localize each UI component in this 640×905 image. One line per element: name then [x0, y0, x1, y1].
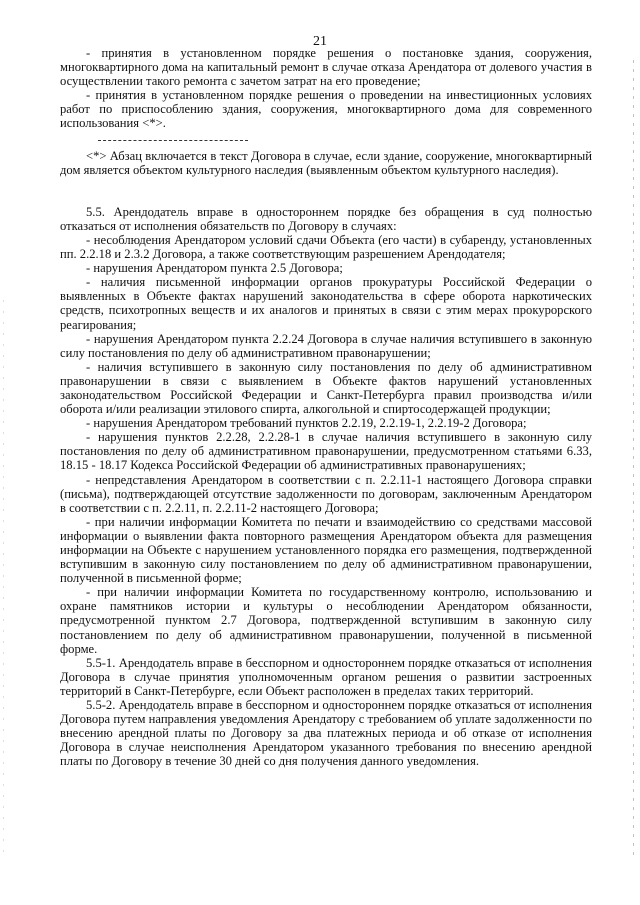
footnote: <*> Абзац включается в текст Договора в случае, если здание, сооружение, многоквартирный дом является объектом культурного наследия (выявленным объектом культурного наследия).	[60, 148, 592, 177]
paragraph: - принятия в установленном порядке решения о постановке здания, сооружения, многоквартирного дома на капитальный ремонт в случае отказа Арендатора от долевого участия в осуществлении такого ремонта с зачетом затрат на его проведение;	[60, 46, 592, 89]
list-item: - при наличии информации Комитета по государственному контролю, использованию и охране памятников истории и культуры о несоблюдении Арендатором обязанности, предусмотренной пунктом 2.7 Договора, подтвержденной вступившим в законную силу постановлением по делу об административном правонарушении, полученной в письменной форме.	[60, 585, 592, 656]
list-item: - несоблюдения Арендатором условий сдачи Объекта (его части) в субаренду, установленных пп. 2.2.18 и 2.3.2 Договора, а также соответствующим разрешением Арендодателя;	[60, 232, 592, 262]
section-5-5-1: 5.5-1. Арендодатель вправе в бесспорном и одностороннем порядке отказаться от исполнения Договора в случае принятия уполномоченным органом решения о развитии застроенных территорий в Санкт-Петербурге, если Объект расположен в пределах таких территорий.	[60, 655, 592, 698]
list-item: - нарушения Арендатором пункта 2.5 Договора;	[86, 261, 343, 276]
section-5-5-2: 5.5-2. Арендодатель вправе в бесспорном и одностороннем порядке отказаться от исполнения Договора путем направления уведомления Арендатору с требованием об уплате задолженности по внесению арендной платы по Договору за два платежных периода и об отказе от исполнения Договора в случае неисполнения Арендатором указанного требования по внесению арендной платы по Договору в течение 30 дней со дня получения данного уведомления.	[60, 698, 592, 769]
section-5-5-intro: 5.5. Арендодатель вправе в одностороннем порядке без обращения в суд полностью отказаться от исполнения обязательств по Договору в случаях:	[60, 204, 592, 233]
list-item: - наличия письменной информации органов прокуратуры Российской Федерации о выявленных в Объекте фактах нарушений законодательства в сфере оборота наркотических средств, психотропных веществ и их аналогов и принятых в связи с этим мерах прокурорского реагирования;	[60, 275, 592, 332]
list-item: - наличия вступившего в законную силу постановления по делу об административном правонарушении в связи с выявлением в Объекте фактов нарушений установленных законодательством Российской Федерации и Санкт-Петербурга правил производства и/или оборота и/или реализации этилового спирта, алкогольной и спиртосодержащей продукции;	[60, 359, 592, 417]
scan-edge-left	[3, 300, 4, 860]
footnote-separator	[98, 140, 248, 141]
list-item: - нарушения Арендатором пункта 2.2.24 Договора в случае наличия вступившего в законную силу постановления по делу об административном правонарушении;	[60, 331, 592, 360]
scan-edge-right	[633, 60, 634, 860]
list-item: - при наличии информации Комитета по печати и взаимодействию со средствами массовой информации о выявлении факта повторного размещения Арендатором объекта для размещения информации на Объекте с нарушением установленного порядка его размещения, подтвержденной вступившим в законную силу постановлением по делу об административном правонарушении, полученной в письменной форме;	[60, 514, 592, 586]
list-item: - нарушения пунктов 2.2.28, 2.2.28-1 в случае наличия вступившего в законную силу постановления по делу об административном правонарушении, предусмотренном статьями 6.33, 18.15 - 18.17 Кодекса Российской Федерации об административных правонарушениях;	[60, 430, 592, 473]
paragraph: - принятия в установленном порядке решения о проведении на инвестиционных условиях работ по приспособлению здания, сооружения, многоквартирного дома для современного использования <*>.	[60, 88, 592, 131]
document-body	[60, 46, 592, 769]
list-item: - нарушения Арендатором требований пунктов 2.2.19, 2.2.19-1, 2.2.19-2 Договора;	[86, 416, 527, 431]
list-item: - непредставления Арендатором в соответствии с п. 2.2.11-1 настоящего Договора справки (письма), подтверждающей отсутствие задолженности по договорам, заключенным Арендатором в соответствии с п. 2.2.11, п. 2.2.11-2 настоящего Договора;	[60, 472, 592, 515]
page-number: 21	[313, 34, 327, 49]
